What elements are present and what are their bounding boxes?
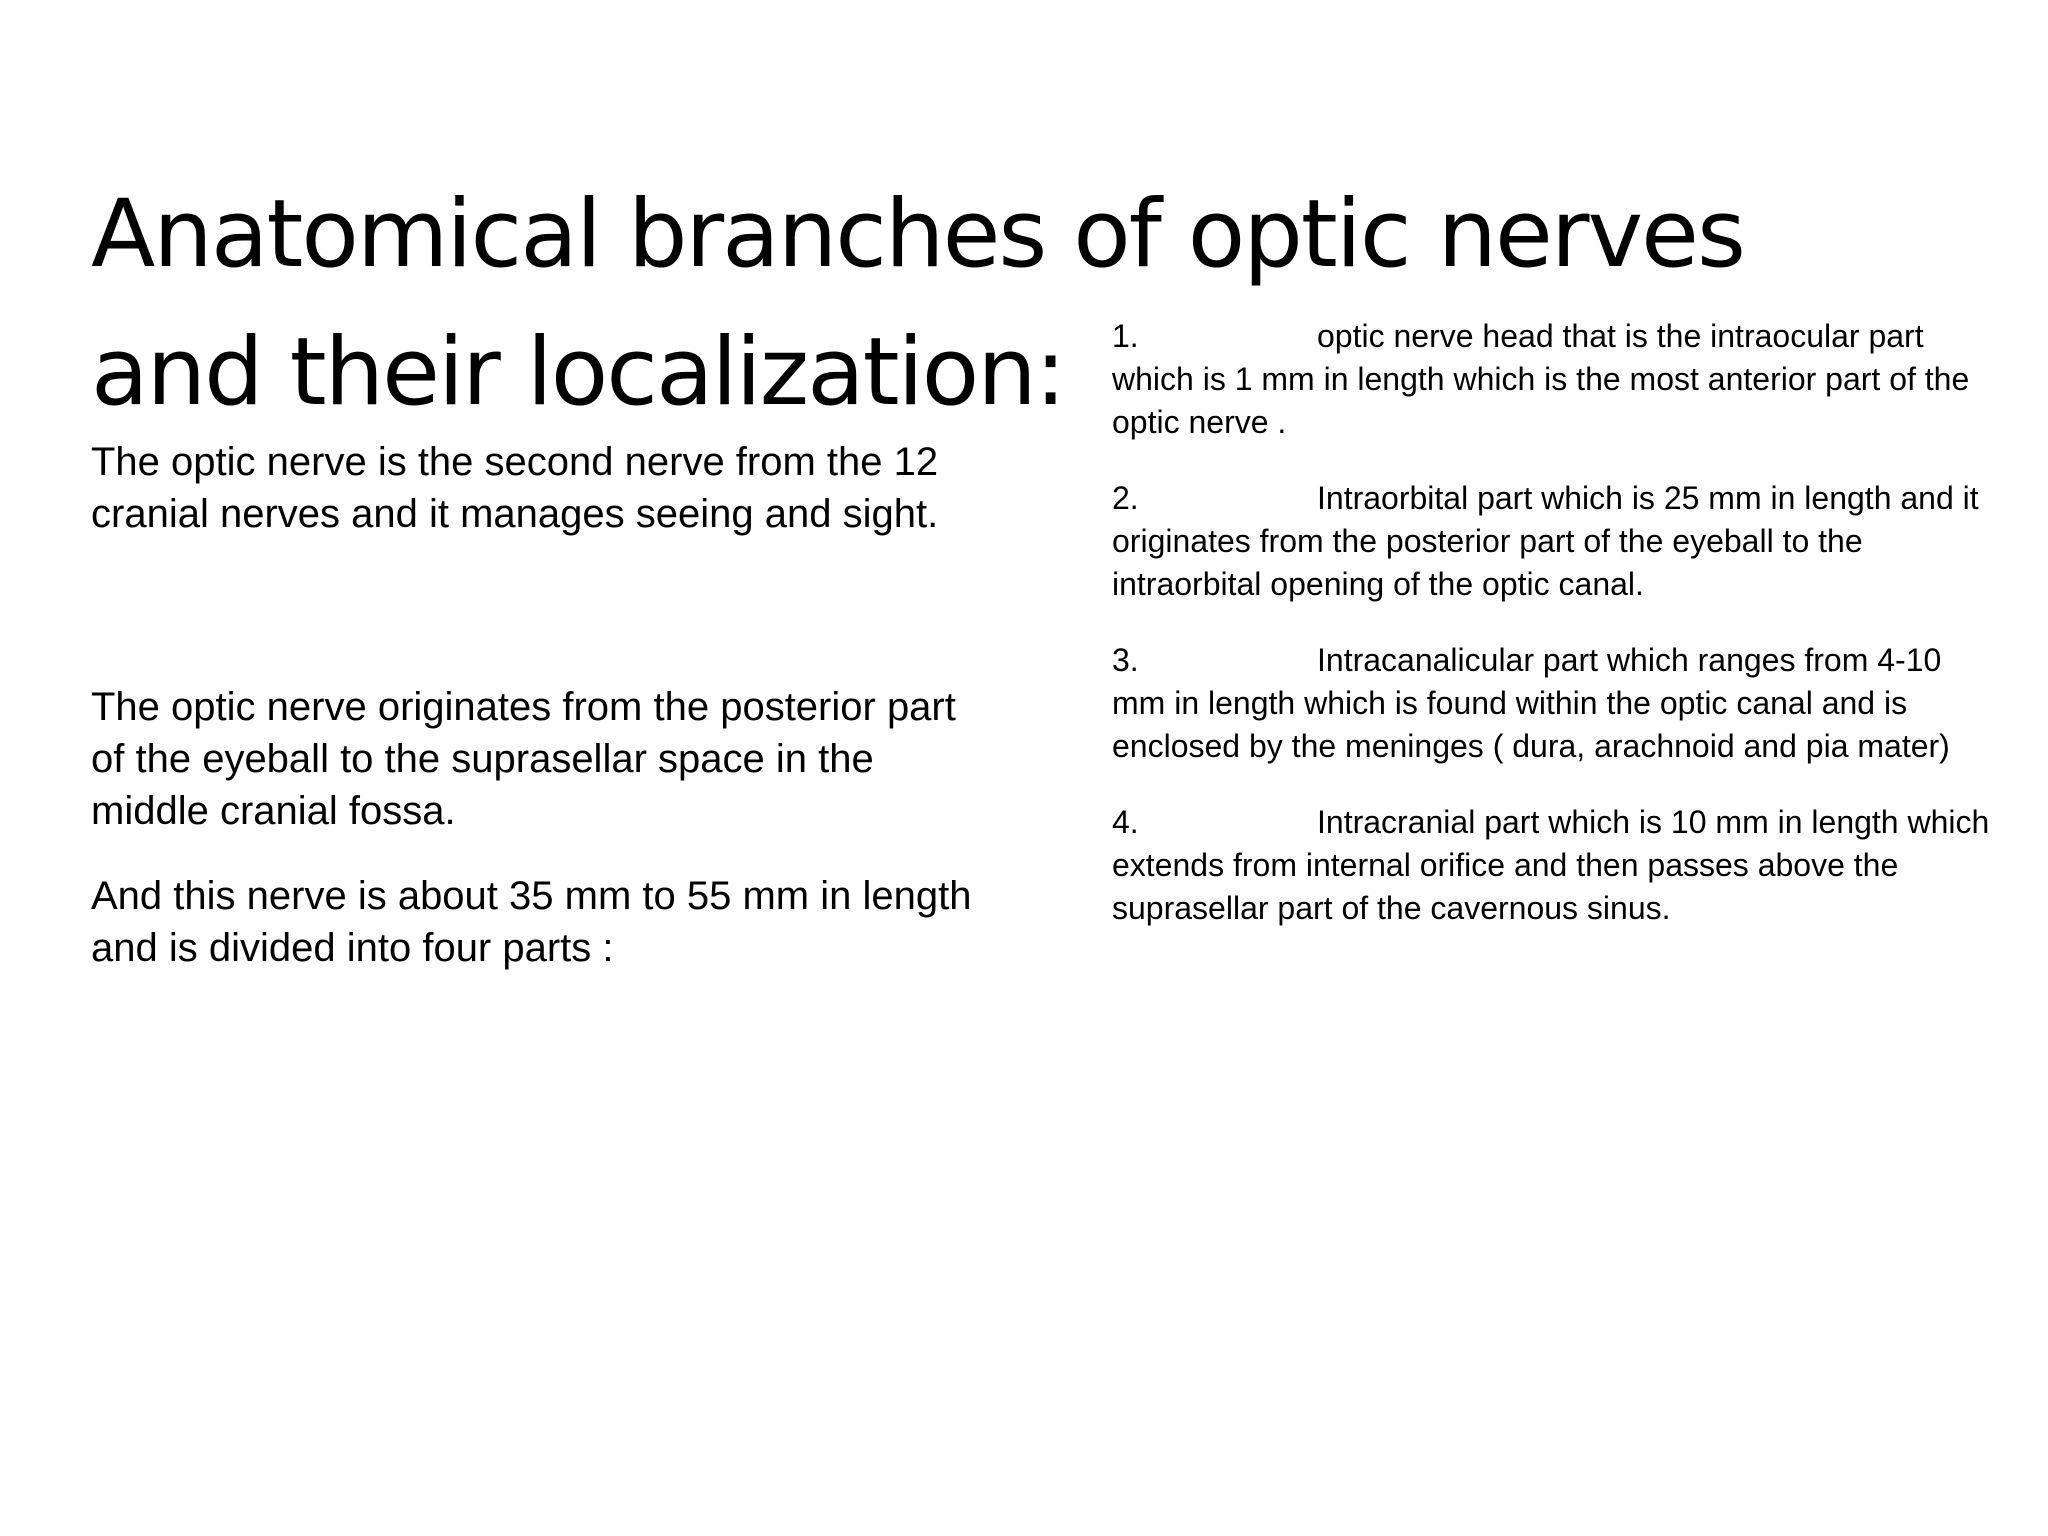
list-item-number: 2. (1112, 480, 1139, 516)
list-item-number: 1. (1112, 318, 1139, 354)
parts-list (1112, 315, 1992, 963)
intro-paragraph: The optic nerve is the second nerve from the 12 cranial nerves and it manages seeing and sight. (91, 440, 939, 536)
list-item (1112, 801, 1992, 930)
intro-paragraph: And this nerve is about 35 mm to 55 mm in length and is divided into four parts : (91, 874, 972, 970)
list-item-text: optic nerve head that is the intraocular part which is 1 mm in length which is the most anterior part of the optic nerve . (1112, 318, 1970, 440)
intro-paragraph: The optic nerve originates from the posterior part of the eyeball to the suprasellar space in the middle cranial fossa. (91, 685, 956, 833)
list-item-text: Intracranial part which is 10 mm in length which extends from internal orifice and then passes above the suprasellar part of the cavernous sinus. (1112, 804, 1990, 926)
slide-title-line-2: and their localization: (91, 318, 1065, 427)
list-item (1112, 315, 1992, 444)
list-item (1112, 639, 1992, 768)
slide-title-line-1: Anatomical branches of optic nerves (91, 180, 1744, 289)
list-item-number: 4. (1112, 804, 1139, 840)
list-item-number: 3. (1112, 642, 1139, 678)
list-item-text: Intraorbital part which is 25 mm in length and it originates from the posterior part of the eyeball to the intraorbital opening of the optic canal. (1112, 480, 1979, 602)
list-item-text: Intracanalicular part which ranges from 4-10 mm in length which is found within the optic canal and is enclosed by the meninges ( dura, arachnoid and pia mater) (1112, 642, 1950, 764)
intro-text-block (91, 436, 991, 974)
list-item (1112, 477, 1992, 606)
